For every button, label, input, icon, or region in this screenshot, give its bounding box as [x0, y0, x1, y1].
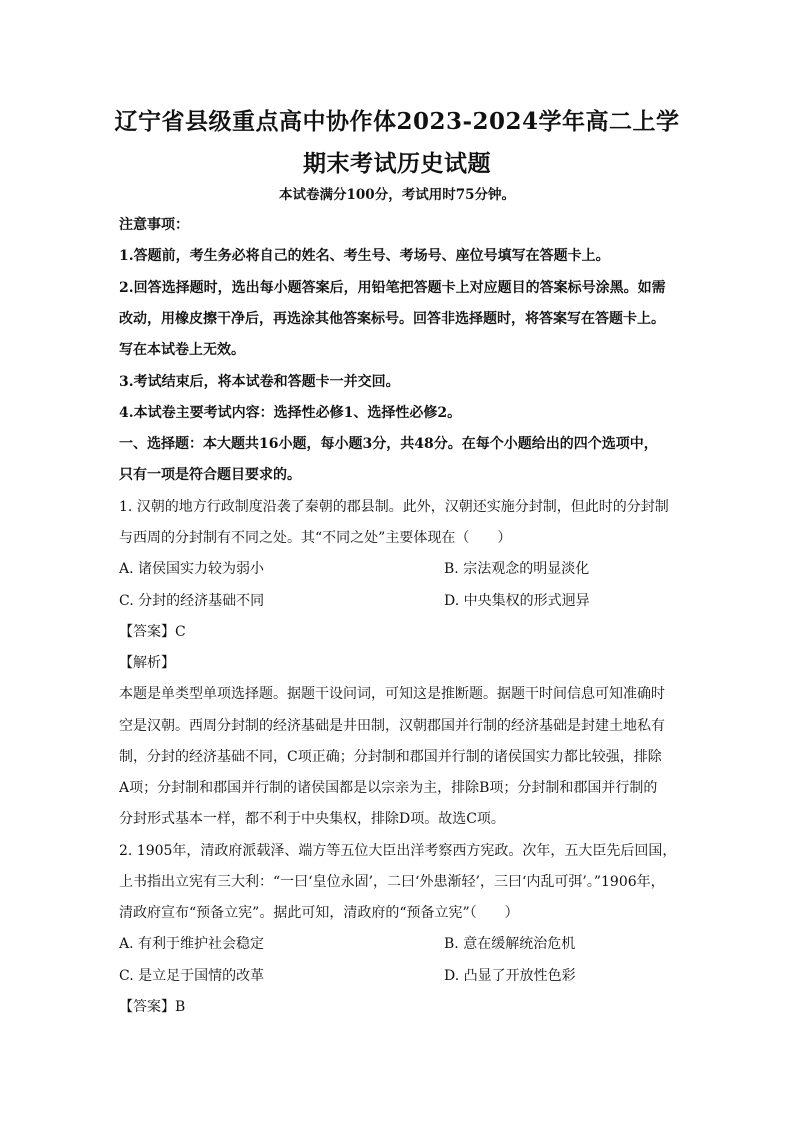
question-1-answer: 【答案】C	[119, 624, 186, 640]
notes-heading: 注意事项：	[119, 217, 189, 233]
question-2-stem-line-2: 上书指出立宪有三大利：“一曰‘皇位永固’，二曰‘外患渐轻’，三曰‘内乱可弭’。”1906年，	[119, 874, 665, 890]
note-item-2-line-2: 改动，用橡皮擦干净后，再选涂其他答案标号。回答非选择题时，将答案写在答题卡上。	[119, 311, 665, 327]
question-1-analysis-line-3: 制，分封的经济基础不同，C项正确；分封制和郡国并行制的诸侯国实力都比较强，排除	[119, 749, 662, 765]
document-title-line-2: 期末考试历史试题	[303, 150, 491, 177]
question-2-option-c: C. 是立足于国情的改革	[119, 968, 265, 984]
section-heading-line-1: 一、选择题：本大题共16小题，每小题3分，共48分。在每个小题给出的四个选项中，	[119, 436, 658, 452]
question-1-analysis-line-5: 分封形式基本一样，都不利于中央集权，排除D项。故选C项。	[119, 811, 505, 827]
question-1-option-c: C. 分封的经济基础不同	[119, 593, 265, 609]
document-title-line-1: 辽宁省县级重点高中协作体2023-2024学年高二上学	[114, 108, 680, 135]
section-heading-line-2: 只有一项是符合题目要求的。	[119, 467, 301, 483]
note-item-2-line-1: 2.回答选择题时，选出每小题答案后，用铅笔把答题卡上对应题目的答案标号涂黑。如需	[119, 280, 666, 296]
question-2-option-a: A. 有利于维护社会稳定	[119, 936, 265, 952]
question-1-option-b: B. 宗法观念的明显淡化	[444, 561, 590, 577]
note-item-2-line-3: 写在本试卷上无效。	[119, 342, 245, 358]
question-2-answer: 【答案】B	[119, 999, 186, 1015]
note-item-4: 4.本试卷主要考试内容：选择性必修1、选择性必修2。	[119, 405, 462, 421]
question-1-stem-line-1: 1. 汉朝的地方行政制度沿袭了秦朝的郡县制。此外，汉朝还实施分封制，但此时的分封制	[119, 499, 669, 515]
question-2-stem-line-1: 2. 1905年，清政府派载泽、端方等五位大臣出洋考察西方宪政。次年，五大臣先后回国，	[119, 843, 677, 859]
question-1-option-d: D. 中央集权的形式迥异	[444, 593, 590, 609]
question-1-analysis-line-1: 本题是单类型单项选择题。据题干设问词，可知这是推断题。据题干时间信息可知准确时	[119, 686, 665, 702]
question-2-option-d: D. 凸显了开放性色彩	[444, 968, 576, 984]
question-1-analysis-heading: 【解析】	[119, 655, 175, 671]
question-1-stem-line-2: 与西周的分封制有不同之处。其“不同之处”主要体现在（ ）	[119, 530, 512, 546]
question-1-analysis-line-2: 空是汉朝。西周分封制的经济基础是井田制，汉朝郡国并行制的经济基础是封建土地私有	[119, 718, 665, 734]
question-1-analysis-line-4: A项；分封制和郡国并行制的诸侯国都是以宗亲为主，排除B项；分封制和郡国并行制的	[119, 780, 658, 796]
question-2-stem-line-3: 清政府宣布“预备立宪”。据此可知，清政府的“预备立宪”（ ）	[119, 905, 519, 921]
question-2-option-b: B. 意在缓解统治危机	[444, 936, 576, 952]
question-1-option-a: A. 诸侯国实力较为弱小	[119, 561, 265, 577]
note-item-1: 1.答题前，考生务必将自己的姓名、考生号、考场号、座位号填写在答题卡上。	[119, 248, 610, 264]
note-item-3: 3.考试结束后，将本试卷和答题卡一并交回。	[119, 374, 400, 390]
exam-info: 本试卷满分100分，考试用时75分钟。	[279, 187, 515, 203]
